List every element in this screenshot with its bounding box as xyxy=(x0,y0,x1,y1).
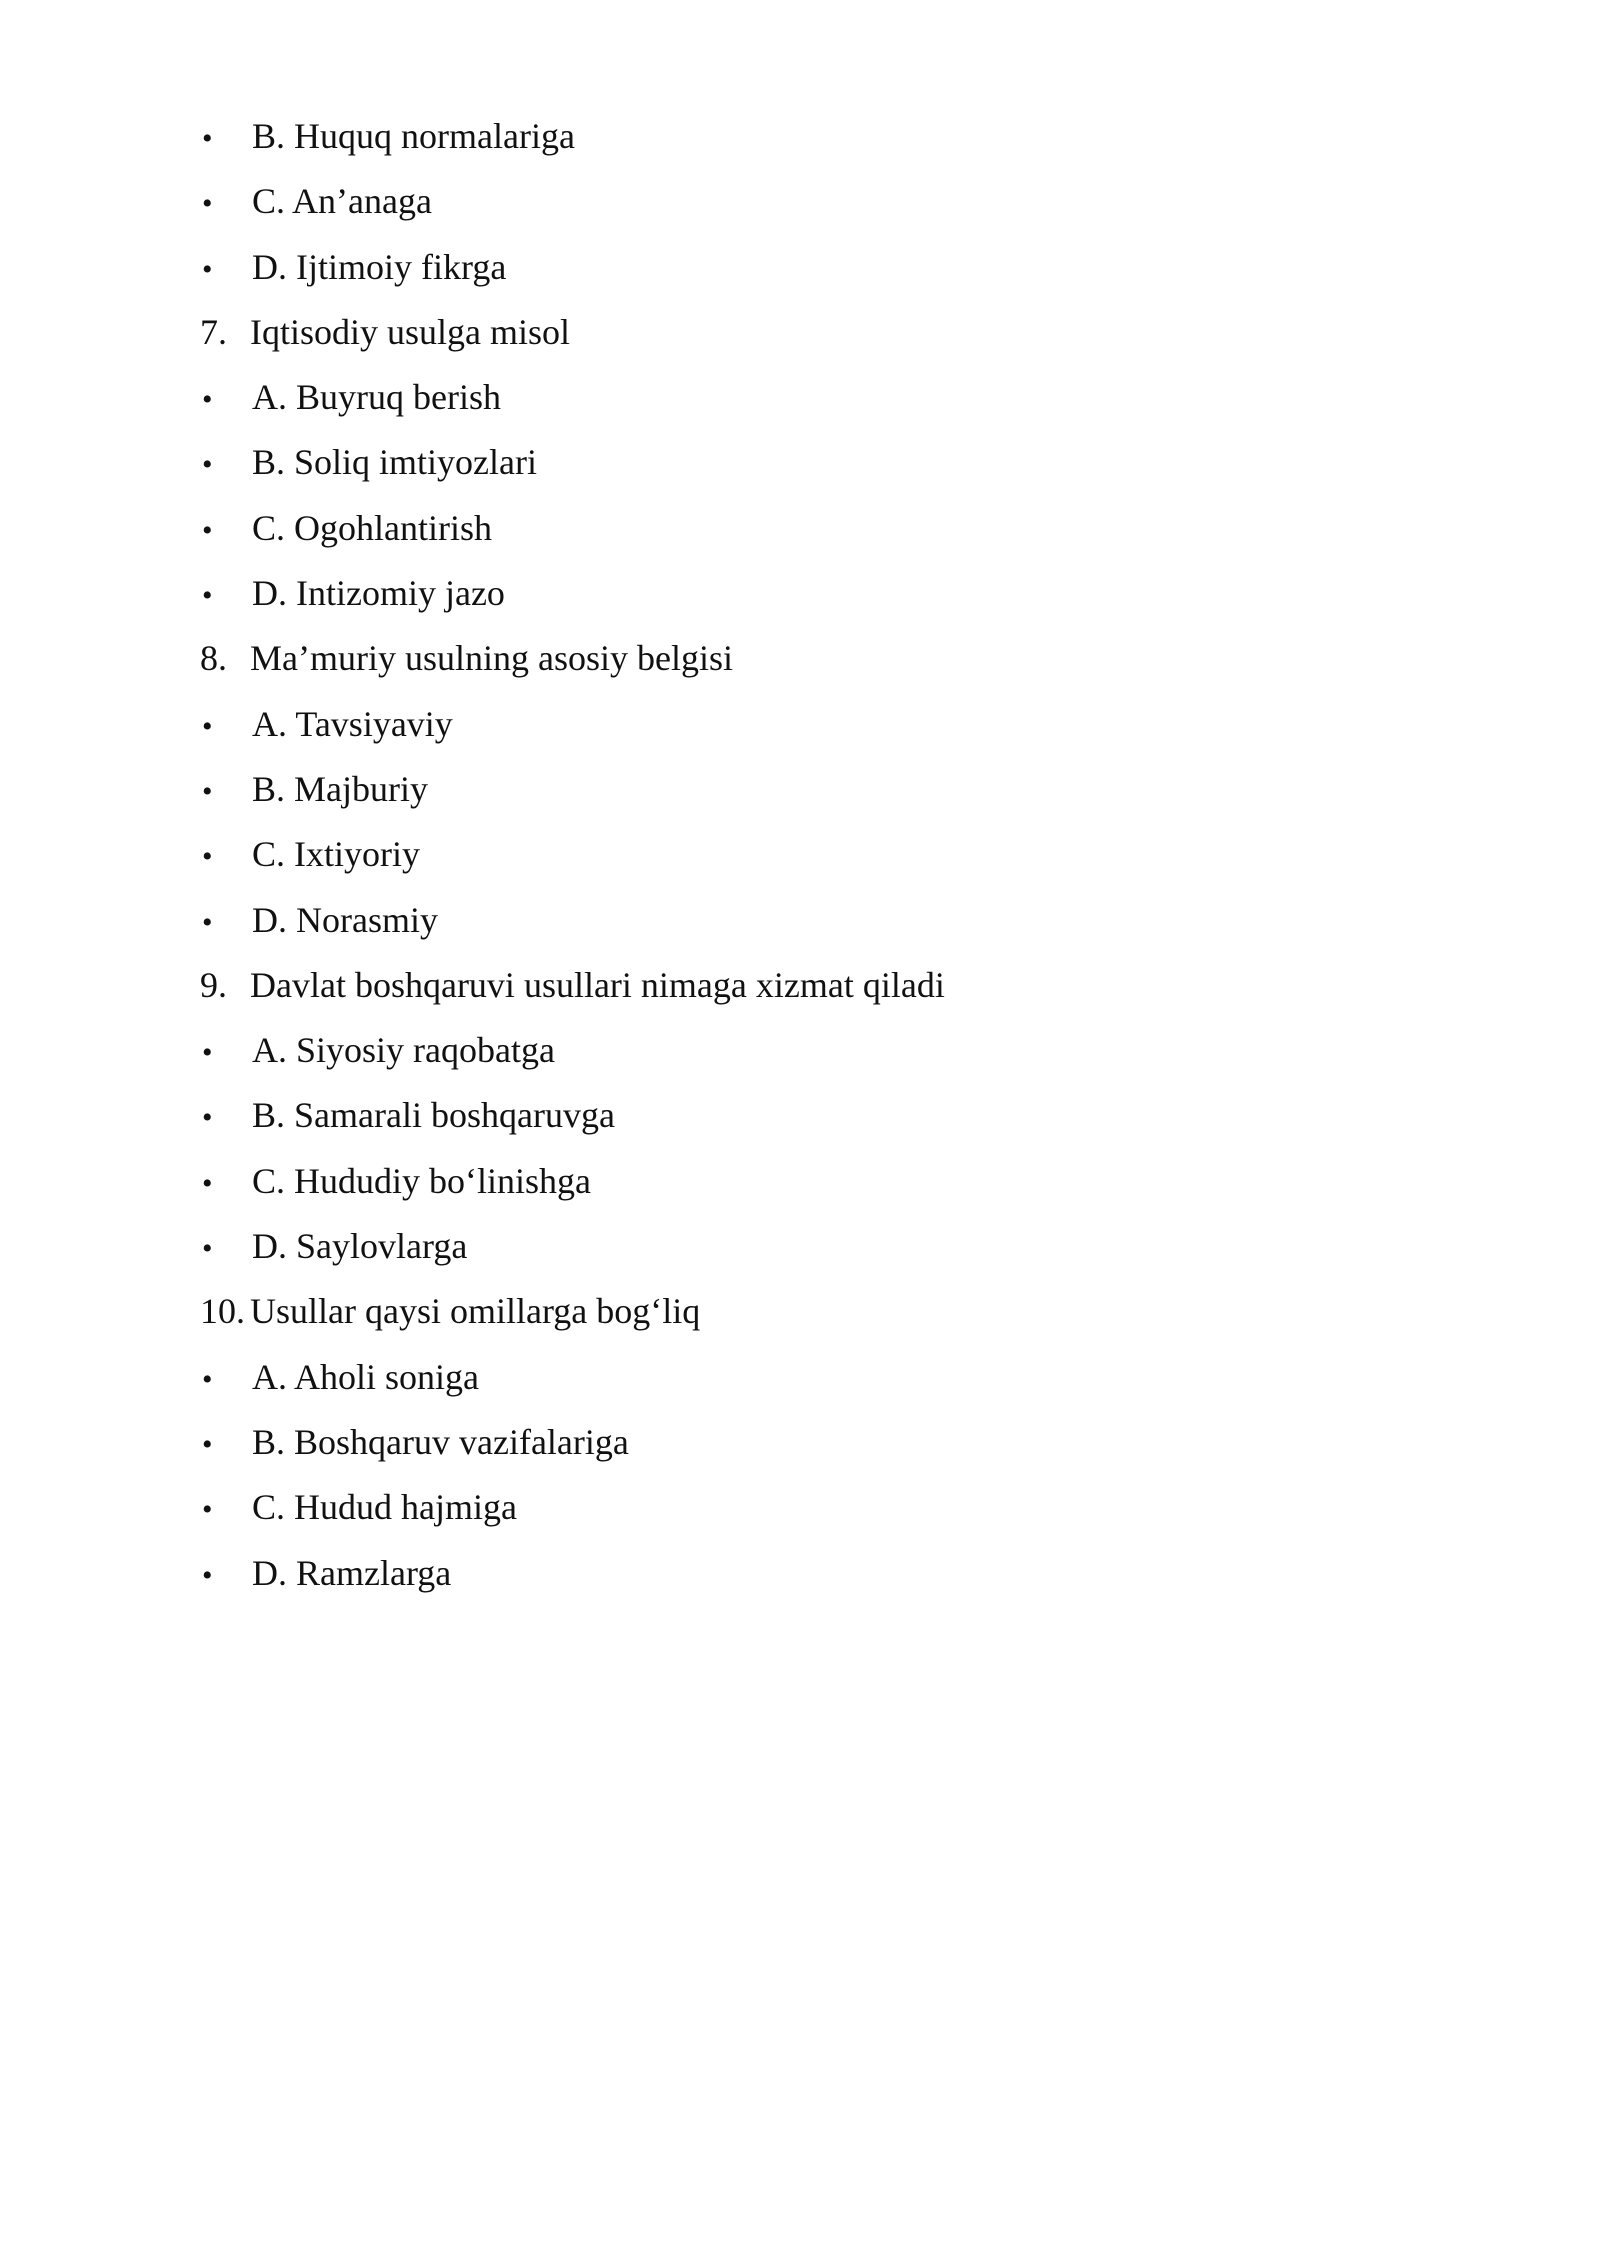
list-marker: • xyxy=(202,513,213,547)
list-item-text: C. Hududiy bo‘linishga xyxy=(252,1160,591,1201)
list-item xyxy=(200,496,1400,561)
list-item-text: A. Siyosiy raqobatga xyxy=(252,1030,555,1071)
list-marker: • xyxy=(202,840,213,874)
list-item xyxy=(200,1279,1400,1344)
list-item xyxy=(200,1541,1400,1606)
list-item xyxy=(200,300,1400,365)
list-item-text: B. Soliq imtiyozlari xyxy=(252,442,537,483)
list-item xyxy=(200,104,1400,169)
list-marker: • xyxy=(202,774,213,808)
list-marker: • xyxy=(202,122,213,155)
list-marker: • xyxy=(202,579,213,613)
list-marker: 10. xyxy=(200,1291,245,1332)
list-item-text: Usullar qaysi omillarga bog‘liq xyxy=(250,1291,701,1332)
list-item xyxy=(200,1018,1400,1083)
list-marker: • xyxy=(202,1362,213,1396)
list-item-text: D. Ramzlarga xyxy=(252,1552,452,1593)
list-item-text: Ma’muriy usulning asosiy belgisi xyxy=(250,638,733,679)
list-item-text: A. Buyruq berish xyxy=(252,377,501,418)
list-marker: • xyxy=(202,1427,213,1461)
list-item-text: B. Samarali boshqaruvga xyxy=(252,1095,615,1136)
list-item-text: D. Intizomiy jazo xyxy=(252,573,505,614)
list-item xyxy=(200,822,1400,887)
list-marker: • xyxy=(202,1036,213,1070)
list-item xyxy=(200,1475,1400,1540)
list-item-text: C. An’anaga xyxy=(252,181,432,222)
list-marker: • xyxy=(202,383,213,417)
list-item-text: D. Saylovlarga xyxy=(252,1226,468,1267)
list-item xyxy=(200,1214,1400,1279)
list-item-text: D. Norasmiy xyxy=(252,899,438,940)
list-item xyxy=(200,888,1400,953)
list-item-text: Davlat boshqaruvi usullari nimaga xizmat qiladi xyxy=(250,964,945,1005)
list-marker: • xyxy=(202,1101,213,1135)
list-item-text: A. Aholi soniga xyxy=(252,1356,480,1397)
list-item xyxy=(200,953,1400,1018)
list-item xyxy=(200,235,1400,300)
list-item-text: B. Majburiy xyxy=(252,768,428,809)
list-marker: 8. xyxy=(200,638,227,679)
list-item-text: C. Ogohlantirish xyxy=(252,507,492,548)
list-marker: • xyxy=(202,709,213,743)
list-marker: 9. xyxy=(200,964,227,1005)
list-marker: • xyxy=(202,252,213,286)
list-item xyxy=(200,365,1400,430)
list-item xyxy=(200,1083,1400,1148)
list-item-text: C. Ixtiyoriy xyxy=(252,834,420,875)
list-marker: 7. xyxy=(200,311,227,352)
list-item xyxy=(200,1410,1400,1475)
list-marker: • xyxy=(202,1558,213,1592)
list-item-text: Iqtisodiy usulga misol xyxy=(250,311,571,352)
list-item xyxy=(200,169,1400,234)
list-marker: • xyxy=(202,1493,213,1527)
list-item xyxy=(200,692,1400,757)
list-item xyxy=(200,1149,1400,1214)
list-item xyxy=(200,430,1400,495)
list-marker: • xyxy=(202,187,213,221)
list-item xyxy=(200,757,1400,822)
list-item-text: A. Tavsiyaviy xyxy=(252,703,453,744)
list-marker: • xyxy=(202,1232,213,1266)
list-marker: • xyxy=(202,448,213,482)
list-item xyxy=(200,626,1400,691)
list-marker: • xyxy=(202,905,213,939)
list-item-text: D. Ijtimoiy fikrga xyxy=(252,246,507,287)
list-item-text: B. Boshqaruv vazifalariga xyxy=(252,1421,629,1462)
list-item xyxy=(200,1345,1400,1410)
list-item xyxy=(200,561,1400,626)
list-item-text: C. Hudud hajmiga xyxy=(252,1487,517,1528)
list-marker: • xyxy=(202,1166,213,1200)
quiz-list xyxy=(200,104,1400,1606)
list-item-text: B. Huquq normalariga xyxy=(252,116,575,156)
